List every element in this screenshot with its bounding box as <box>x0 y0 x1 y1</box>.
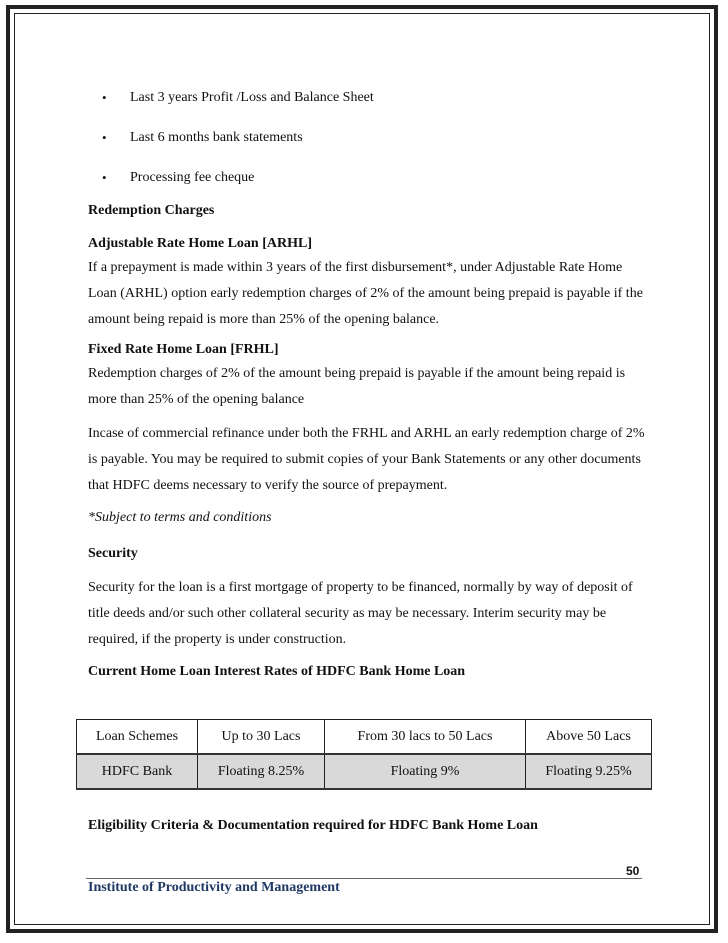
table-header-cell: Loan Schemes <box>77 720 198 755</box>
table-cell: Floating 9% <box>325 754 526 789</box>
redemption-heading: Redemption Charges <box>88 203 215 218</box>
bullet-text: Last 3 years Profit /Loss and Balance Sheet <box>130 90 374 105</box>
security-heading: Security <box>88 546 138 561</box>
bullet-item <box>88 165 648 203</box>
bullet-dot: • <box>102 170 107 185</box>
terms-note: *Subject to terms and conditions <box>88 510 272 525</box>
rates-heading: Current Home Loan Interest Rates of HDFC Bank Home Loan <box>88 664 466 679</box>
table-row <box>77 754 652 789</box>
table-header-cell: From 30 lacs to 50 Lacs <box>325 720 526 755</box>
page-content <box>88 85 648 683</box>
bullet-text: Processing fee cheque <box>130 170 255 185</box>
page-number: 50 <box>626 864 640 878</box>
table-header-cell: Above 50 Lacs <box>526 720 652 755</box>
eligibility-heading: Eligibility Criteria & Documentation required for HDFC Bank Home Loan <box>88 818 538 833</box>
arhl-heading: Adjustable Rate Home Loan [ARHL] <box>88 236 312 251</box>
frhl-heading: Fixed Rate Home Loan [FRHL] <box>88 342 279 357</box>
bullet-item <box>88 85 648 125</box>
table-cell: Floating 8.25% <box>198 754 325 789</box>
bullet-item <box>88 125 648 165</box>
table-cell: HDFC Bank <box>77 754 198 789</box>
arhl-paragraph: If a prepayment is made within 3 years of the first disbursement*, under Adjustable Rate Home Loan (ARHL) option early redemption charges of 2% of the amount being prepaid is payable if the amount being repaid is more than 25% of the opening balance. <box>88 260 643 327</box>
bullet-dot: • <box>102 90 107 105</box>
commercial-refinance-paragraph: Incase of commercial refinance under both the FRHL and ARHL an early redemption charge of 2% is payable. You may be required to submit copies of your Bank Statements or any other documents that HDFC deems necessary to verify the source of prepayment. <box>88 426 645 493</box>
table-header-cell: Up to 30 Lacs <box>198 720 325 755</box>
footer-divider <box>86 878 642 879</box>
bullet-text: Last 6 months bank statements <box>130 130 303 145</box>
bullet-dot: • <box>102 130 107 145</box>
table-header-row <box>77 720 652 755</box>
footer-institute: Institute of Productivity and Management <box>88 880 340 895</box>
security-paragraph: Security for the loan is a first mortgage of property to be financed, normally by way of deposit of title deeds and/or such other collateral security as may be necessary. Interim security may be required, if the property is under construction. <box>88 580 633 647</box>
interest-rates-table <box>76 719 652 790</box>
table-cell: Floating 9.25% <box>526 754 652 789</box>
frhl-paragraph: Redemption charges of 2% of the amount being prepaid is payable if the amount being repaid is more than 25% of the opening balance <box>88 366 626 407</box>
